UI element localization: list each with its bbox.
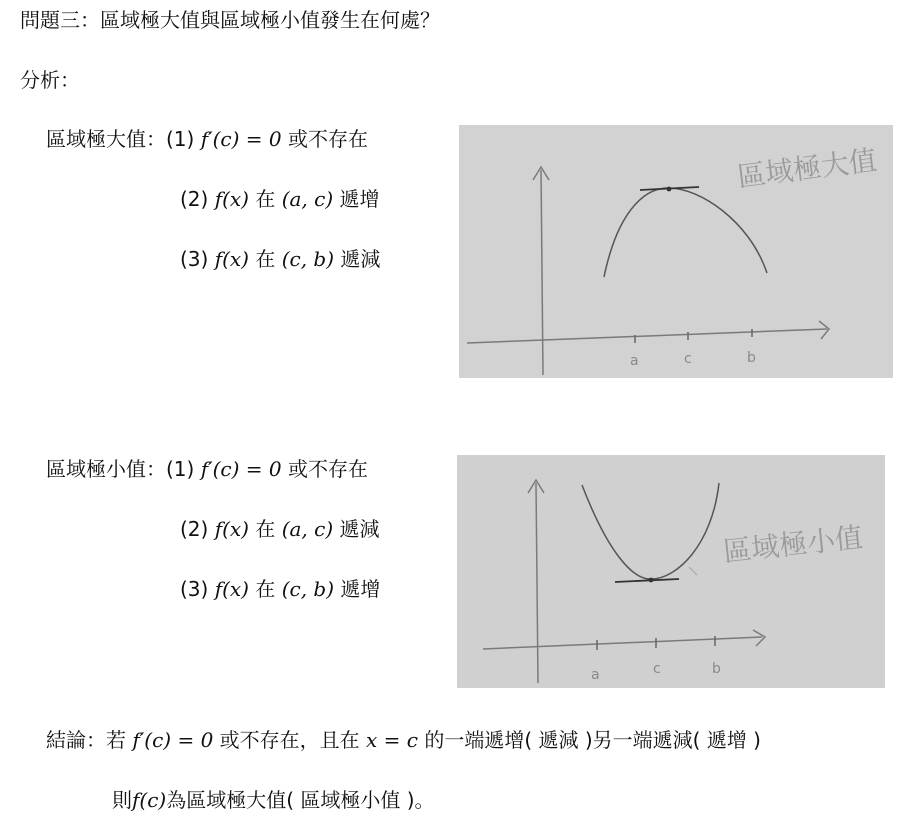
maximum-cond3-mid: 在 [248,247,282,271]
maximum-cond1-suffix: 或不存在 [281,127,368,151]
minimum-cond2-suffix: 遞減 [333,517,380,541]
minimum-tick-label-b: b [712,661,721,677]
maximum-cond3-interval: (c, b) [281,247,335,271]
maximum-cond1-prefix: (1) [166,127,201,151]
minimum-cond1-prefix: (1) [166,457,201,481]
minimum-cond3-suffix: 遞增 [334,577,381,601]
minimum-cond2-prefix: (2) [180,517,215,541]
maximum-cond2-prefix: (2) [180,187,215,211]
minimum-cond2-mid: 在 [248,517,282,541]
minimum-label: 區域極小值： [46,457,166,481]
maximum-sketch-photo [459,125,893,378]
conclusion-line-2 [112,786,435,814]
conclusion-math-1: f′(c) = 0 [132,728,214,752]
minimum-cond2-interval: (a, c) [281,517,334,541]
conclusion-line2-prefix: 則 [112,788,132,812]
minimum-cond3-fx: f(x) [214,577,249,601]
maximum-label: 區域極大值： [46,127,166,151]
minimum-condition-1 [46,455,368,483]
maximum-cond3-prefix: (3) [180,247,215,271]
minimum-cond3-prefix: (3) [180,577,215,601]
minimum-sketch-caption: 區域極小值 [721,520,865,569]
minimum-cond2-fx: f(x) [214,517,249,541]
conclusion-mid-1: 或不存在，且在 [213,728,367,752]
analysis-label: 分析： [20,68,80,92]
maximum-tick-label-a: a [630,353,639,369]
minimum-sketch-photo [457,455,885,688]
conclusion-label: 結論：若 [46,728,133,752]
minimum-sketch-drawing [457,455,885,688]
minimum-condition-2 [180,515,380,543]
maximum-cond2-mid: 在 [248,187,282,211]
minimum-tick-label-c: c [653,661,661,677]
conclusion-line-1 [46,726,761,754]
maximum-condition-1 [46,125,368,153]
minimum-photo-background [457,455,885,688]
maximum-condition-2 [180,185,380,213]
minimum-tick-label-a: a [591,667,600,683]
maximum-cond2-suffix: 遞增 [333,187,380,211]
maximum-tick-label-b: b [747,350,756,366]
maximum-condition-3 [180,245,380,273]
maximum-cond3-suffix: 遞減 [334,247,381,271]
maximum-cond3-fx: f(x) [214,247,249,271]
conclusion-math-2: x = c [366,728,418,752]
maximum-cond2-fx: f(x) [214,187,249,211]
minimum-cond1-suffix: 或不存在 [281,457,368,481]
question-title: 問題三：區域極大值與區域極小值發生在何處？ [20,8,440,32]
conclusion-line2-suffix: 為區域極大值( 區域極小值 )。 [166,788,435,812]
minimum-cond3-mid: 在 [248,577,282,601]
maximum-tick-label-c: c [684,351,692,367]
maximum-cond1-math: f′(c) = 0 [200,127,282,151]
minimum-point [649,578,654,583]
minimum-condition-3 [180,575,380,603]
maximum-point [667,187,672,192]
conclusion-line2-math: f(c) [132,788,167,812]
minimum-cond3-interval: (c, b) [281,577,335,601]
minimum-cond1-math: f′(c) = 0 [200,457,282,481]
conclusion-mid-2: 的一端遞增( 遞減 )另一端遞減( 遞增 ) [417,728,761,752]
maximum-sketch-caption: 區域極大值 [735,143,879,194]
maximum-cond2-interval: (a, c) [281,187,334,211]
